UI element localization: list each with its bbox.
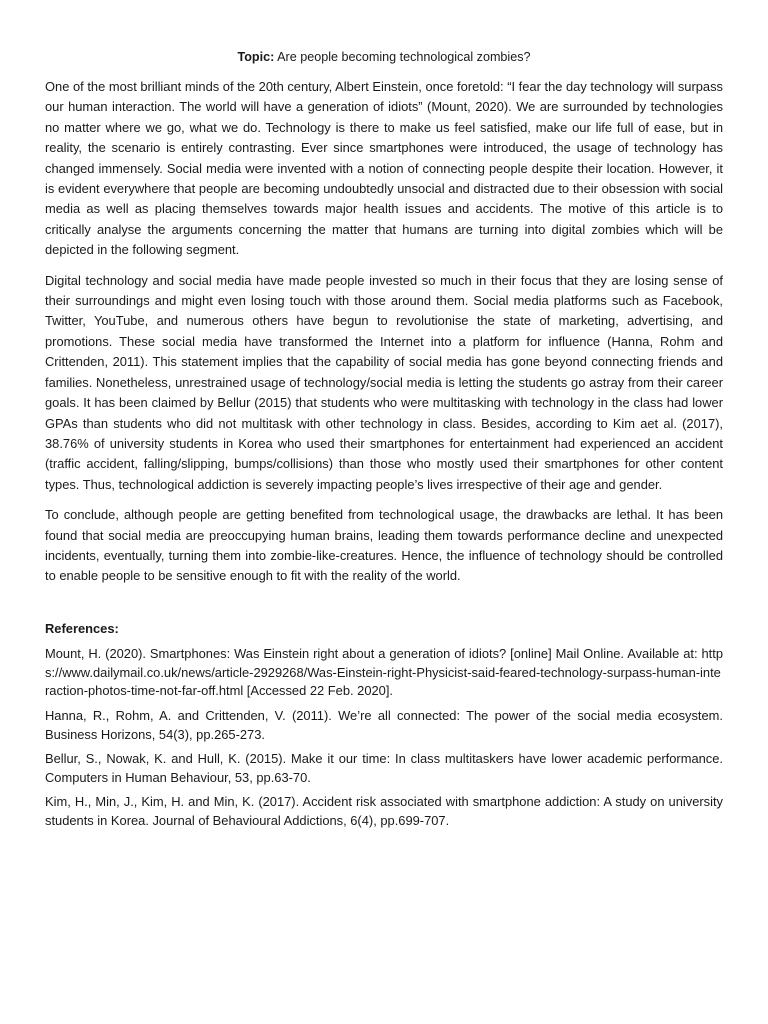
- paragraph-conclusion: To conclude, although people are getting benefited from technological usage, the drawbacks are lethal. It has been found that social media are preoccupying human brains, leading them towards performance decline and unexpected incidents, eventually, turning them into zombie-like-creatures. Hence, the influence of technology should be controlled to enable people to be sensitive enough to fit with the reality of the world.: [45, 507, 723, 584]
- reference-hanna: Hanna, R., Rohm, A. and Crittenden, V. (2011). We’re all connected: The power of the social media ecosystem. Business Horizons, 54(3), pp.265-273.: [45, 707, 723, 742]
- paragraph-introduction: One of the most brilliant minds of the 20th century, Albert Einstein, once foretold: “I fear the day technology will surpass our human interaction. The world will have a generation of idiots” (Mount, 2020). We are surrounded by technologies no matter where we go, what we do. Technology is there to make us feel satisfied, make our life full of ease, but in reality, the scenario is entirely contrasting. Ever since smartphones were introduced, the usage of technology has changed immensely. Social media were invented with a notion of connecting people despite their location. However, it is evident everywhere that people are becoming undoubtedly unsocial and distracted due to their obsession with social media as well as placing themselves towards major health issues and accidents. The motive of this article is to critically analyse the arguments concerning the matter that humans are turning into digital zombies which will be depicted in the following segment.: [45, 79, 723, 258]
- reference-bellur: Bellur, S., Nowak, K. and Hull, K. (2015). Make it our time: In class multitaskers have lower academic performance. Computers in Human Behaviour, 53, pp.63-70.: [45, 751, 723, 785]
- reference-mount-url: https://www.dailymail.co.uk/news/article-2929268/Was-Einstein-right-Physicist-said-feared-technology-surpass-human-interaction-photos-time-not-far-off.html: [45, 646, 723, 699]
- reference-kim: Kim, H., Min, J., Kim, H. and Min, K. (2017). Accident risk associated with smartphone addiction: A study on university students in Korea. Journal of Behavioural Addictions, 6(4), pp.699-707.: [45, 794, 723, 828]
- section-spacer: [45, 597, 723, 619]
- references-heading: References:: [45, 620, 119, 636]
- reference-mount: [45, 645, 723, 701]
- topic-title: Are people becoming technological zombies?: [277, 50, 531, 64]
- topic-label: Topic:: [237, 50, 275, 64]
- paragraph-body: Digital technology and social media have made people invested so much in their focus that they are losing sense of their surroundings and might even losing touch with those around them. Social media platforms such as Facebook, Twitter, YouTube, and numerous others have begun to revolutionise the state of marketing, advertising, and promotions. These social media have transformed the Internet into a platform for influence (Hanna, Rohm and Crittenden, 2011). This statement implies that the capability of social media has gone beyond connecting friends and families. Nonetheless, unrestrained usage of technology/social media is letting the students go astray from their career goals. It has been claimed by Bellur (2015) that students who were multitasking with technology in the class had lower GPAs than students who did not multitask with other technology in class. Besides, according to Kim aet al. (2017), 38.76% of university students in Korea who used their smartphones for entertainment had experienced an accident (traffic accident, falling/slipping, bumps/collisions) than those who mostly used their smartphones for other content types. Thus, technological addiction is severely impacting people’s lives irrespective of their age and gender.: [45, 272, 723, 492]
- reference-mount-accessed: [Accessed 22 Feb. 2020].: [243, 683, 393, 699]
- document-page: [45, 48, 723, 837]
- reference-mount-text: Mount, H. (2020). Smartphones: Was Einstein right about a generation of idiots? [online] Mail Online. Available at:: [45, 646, 702, 662]
- topic-line: [45, 48, 723, 66]
